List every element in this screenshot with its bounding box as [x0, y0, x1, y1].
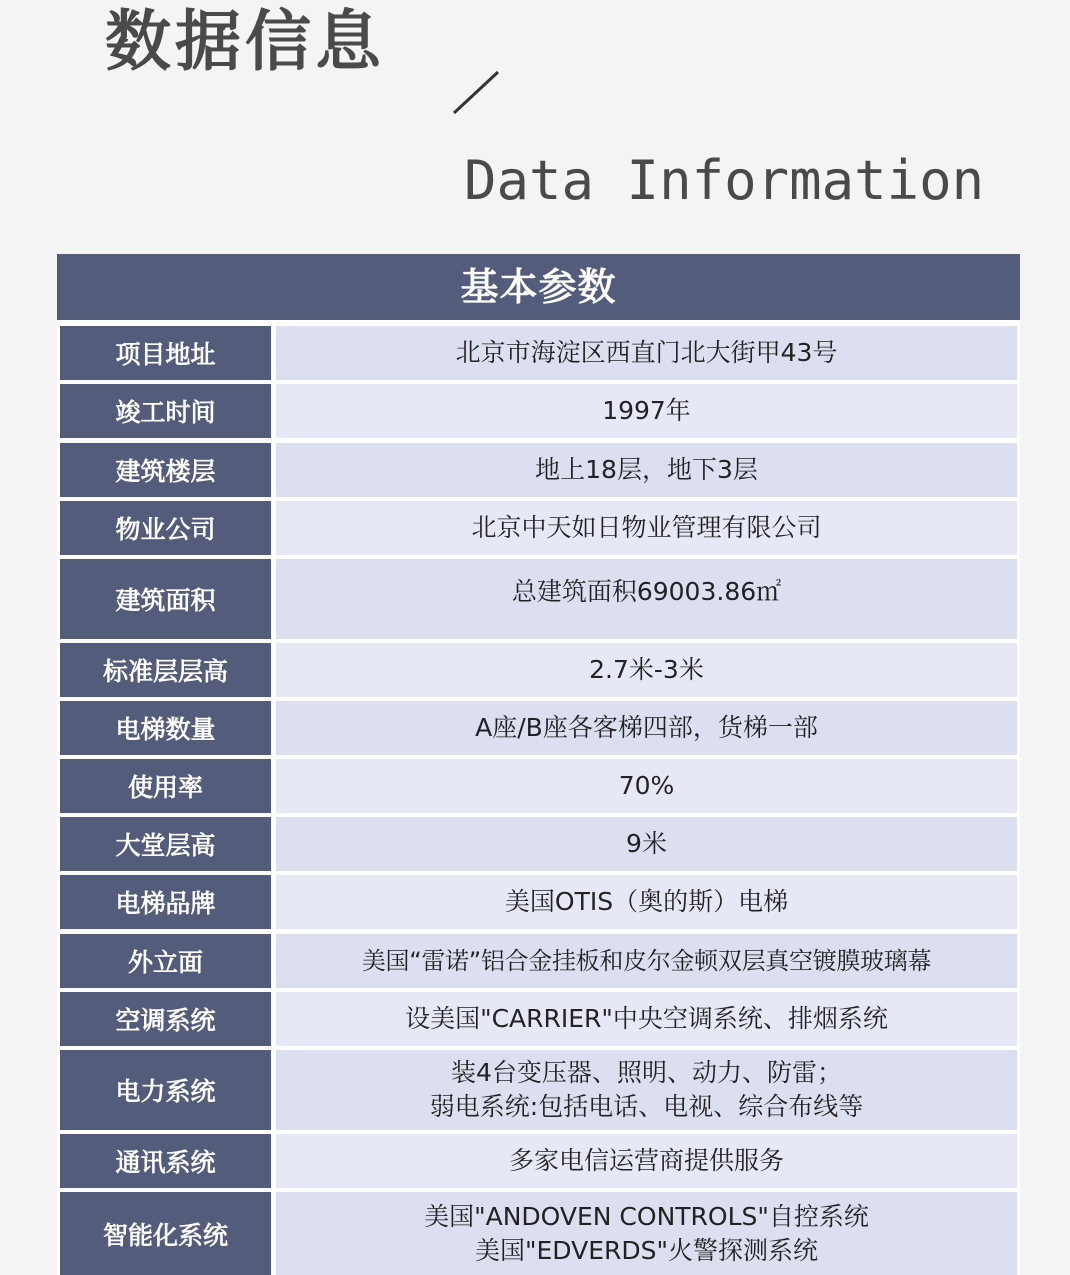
row-value: 北京中天如日物业管理有限公司 — [276, 501, 1017, 555]
data-table — [57, 254, 1020, 1275]
row-value: 地上18层，地下3层 — [276, 443, 1017, 497]
row-label: 建筑楼层 — [60, 443, 271, 497]
table-row — [57, 934, 1020, 988]
row-value: 美国“雷诺”铝合金挂板和皮尔金顿双层真空镀膜玻璃幕 — [276, 934, 1017, 988]
row-label: 建筑面积 — [60, 559, 271, 639]
table-row — [57, 326, 1020, 380]
row-value: 多家电信运营商提供服务 — [276, 1134, 1017, 1188]
row-label: 通讯系统 — [60, 1134, 271, 1188]
row-value: 美国"ANDOVEN CONTROLS"自控系统 美国"EDVERDS"火警探测系统 — [276, 1192, 1017, 1275]
table-row — [57, 992, 1020, 1046]
table-row — [57, 443, 1020, 497]
table-row — [57, 1050, 1020, 1130]
table-row — [57, 875, 1020, 929]
table-row — [57, 817, 1020, 871]
row-value: A座/B座各客梯四部，货梯一部 — [276, 701, 1017, 755]
row-label: 标准层层高 — [60, 643, 271, 697]
row-value: 总建筑面积69003.86㎡ — [276, 559, 1017, 639]
row-value: 设美国"CARRIER"中央空调系统、排烟系统 — [276, 992, 1017, 1046]
page-title-english: Data Information — [464, 149, 985, 212]
row-value: 1997年 — [276, 384, 1017, 438]
table-row — [57, 701, 1020, 755]
row-label: 物业公司 — [60, 501, 271, 555]
row-label: 外立面 — [60, 934, 271, 988]
slash-divider — [452, 70, 502, 115]
row-value: 北京市海淀区西直门北大街甲43号 — [276, 326, 1017, 380]
row-value: 9米 — [276, 817, 1017, 871]
row-label: 空调系统 — [60, 992, 271, 1046]
table-row — [57, 384, 1020, 438]
row-label: 大堂层高 — [60, 817, 271, 871]
table-row — [57, 559, 1020, 639]
table-row — [57, 501, 1020, 555]
row-value: 2.7米-3米 — [276, 643, 1017, 697]
row-value: 装4台变压器、照明、动力、防雷； 弱电系统:包括电话、电视、综合布线等 — [276, 1050, 1017, 1130]
table-row — [57, 759, 1020, 813]
row-value: 70% — [276, 759, 1017, 813]
page-title-chinese: 数据信息 — [105, 3, 385, 80]
row-label: 竣工时间 — [60, 384, 271, 438]
row-label: 项目地址 — [60, 326, 271, 380]
table-row — [57, 643, 1020, 697]
row-label: 电梯数量 — [60, 701, 271, 755]
table-heading: 基本参数 — [57, 254, 1020, 320]
row-label: 使用率 — [60, 759, 271, 813]
table-row — [57, 1134, 1020, 1188]
row-value: 美国OTIS（奥的斯）电梯 — [276, 875, 1017, 929]
row-label: 电力系统 — [60, 1050, 271, 1130]
table-row — [57, 1192, 1020, 1275]
row-label: 电梯品牌 — [60, 875, 271, 929]
row-label: 智能化系统 — [60, 1192, 271, 1275]
